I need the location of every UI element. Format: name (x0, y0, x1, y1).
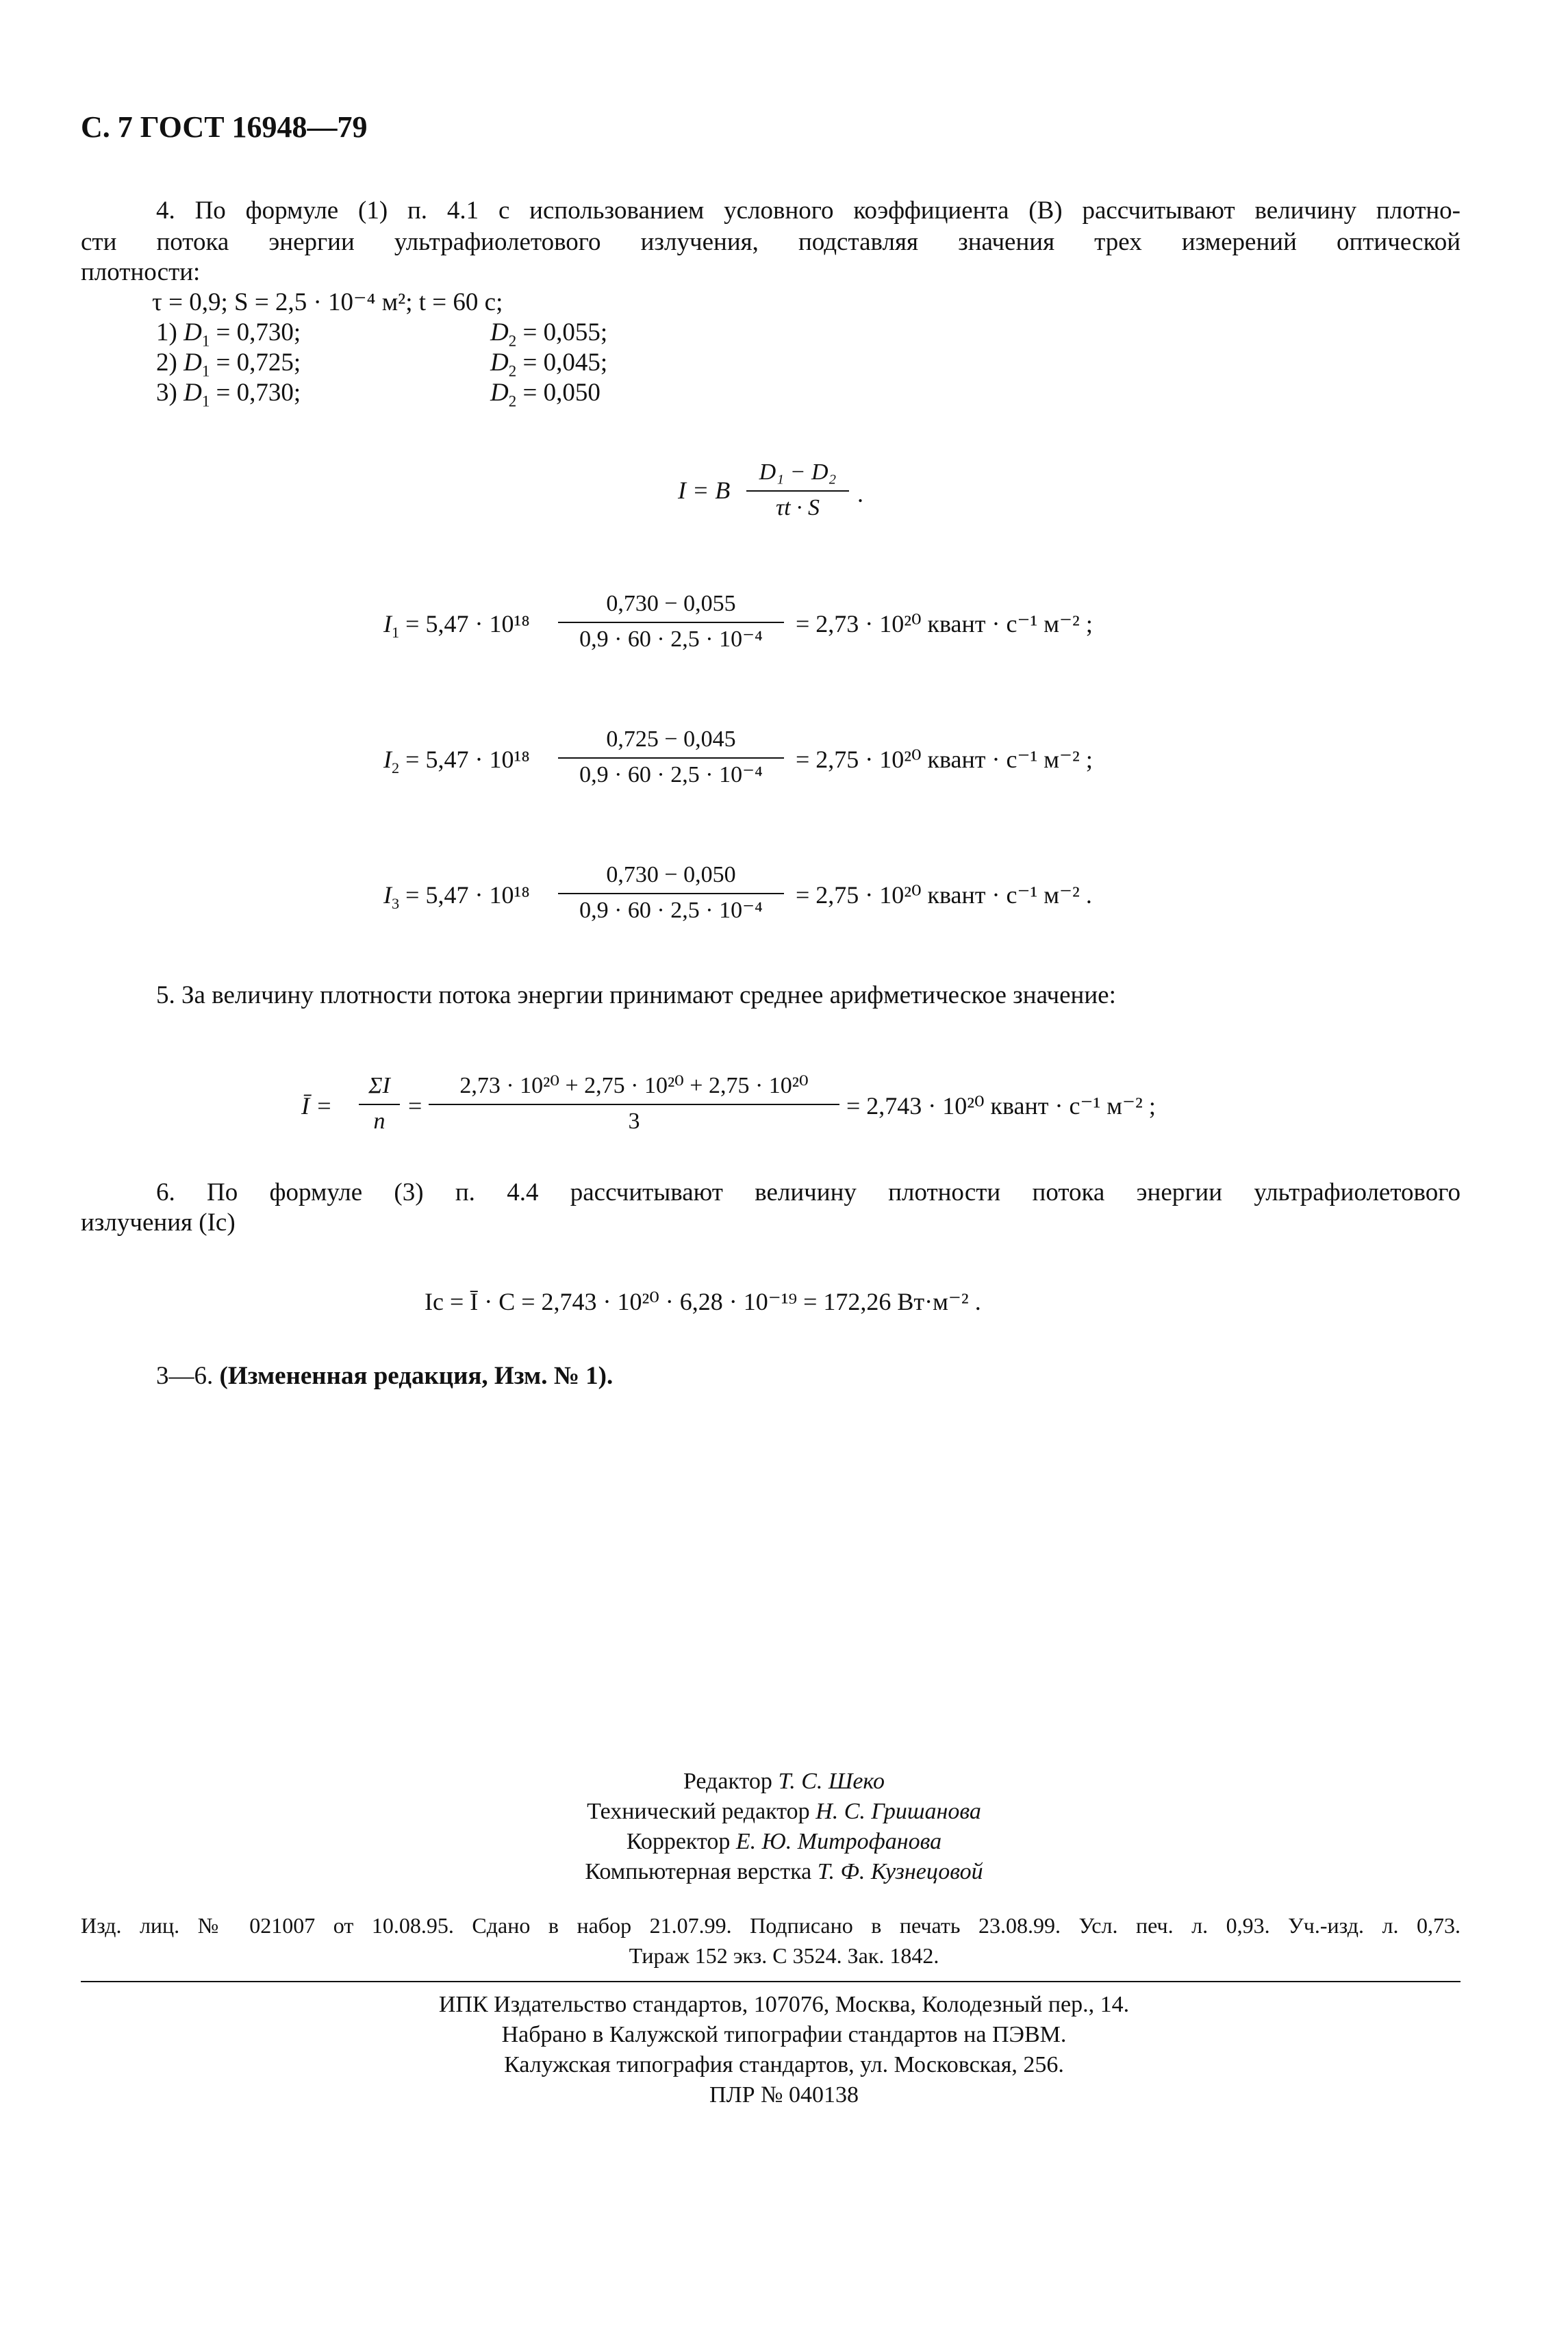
item4-line2: сти потока энергии ультрафиолетового излучения, подставляя значения трех измерений оптической (81, 228, 1460, 256)
imprint-line1: Изд. лиц. № 021007 от 10.08.95. Сдано в набор 21.07.99. Подписано в печать 23.08.99. Усл. печ. л. 0,93. Уч.-изд. л. 0,73. (81, 1913, 1460, 1938)
measurement-row: 3) $D_1 = 0,730$; (156, 379, 301, 410)
divider-rule (81, 1981, 1460, 1982)
mean-lhs: Ī = (301, 1092, 333, 1120)
page-header: С. 7 ГОСТ 16948—79 (81, 110, 368, 144)
formula-main-end: . (857, 480, 863, 507)
publisher-line: ПЛР № 040138 (709, 2082, 859, 2108)
mean-fraction-1: ΣI n (359, 1072, 400, 1135)
mean-fraction-2: 2,73 · 10²⁰ + 2,75 · 10²⁰ + 2,75 · 10²⁰ 3 (429, 1072, 839, 1135)
publisher-line: ИПК Издательство стандартов, 107076, Москва, Колодезный пер., 14. (438, 1992, 1130, 2017)
amendment-note: 3—6. (Измененная редакция, Изм. № 1). (156, 1362, 614, 1390)
calc-lhs: $I_1 = 5,47 \cdot 10^{18}$ (383, 610, 530, 642)
calc-rhs: = 2,73 · 10²⁰ квант · с⁻¹ м⁻² ; (796, 610, 1093, 637)
calc-lhs: $I_2 = 5,47 \cdot 10^{18}$ (383, 746, 530, 777)
item6-line2: излучения (Iс) (81, 1209, 236, 1237)
calc-fraction: 0,730 − 0,055 0,9 · 60 · 2,5 · 10⁻⁴ (558, 590, 784, 653)
credit-corrector: Корректор Е. Ю. Митрофанова (626, 1829, 942, 1854)
measurement-row: 2) $D_1 = 0,725$; (156, 349, 301, 380)
item4-line3: плотности: (81, 258, 201, 286)
publisher-line: Калужская типография стандартов, ул. Московская, 256. (504, 2052, 1064, 2077)
measurement-d2: $D_2 = 0,045$; (490, 349, 608, 380)
formula-main-fraction: D₁ − D₂ τt · S (746, 459, 849, 522)
calc-fraction: 0,725 − 0,045 0,9 · 60 · 2,5 · 10⁻⁴ (558, 726, 784, 789)
item6-line1: 6. По формуле (3) п. 4.4 рассчитывают величину плотности потока энергии ультрафиолетового (156, 1178, 1460, 1206)
measurement-row: 1) $D_1 = 0,730$; (156, 318, 301, 350)
item5-text: 5. За величину плотности потока энергии принимают среднее арифметическое значение: (156, 981, 1116, 1009)
credit-layout: Компьютерная верстка Т. Ф. Кузнецовой (585, 1859, 983, 1884)
publisher-line: Набрано в Калужской типографии стандартов на ПЭВМ. (501, 2022, 1067, 2047)
measurement-d2: $D_2 = 0,050$ (490, 379, 600, 410)
credit-tech-editor: Технический редактор Н. С. Гришанова (587, 1799, 981, 1824)
measurement-d2: $D_2 = 0,055$; (490, 318, 608, 350)
mean-eq: = (408, 1092, 422, 1120)
mean-rhs: = 2,743 · 10²⁰ квант · с⁻¹ м⁻² ; (846, 1092, 1156, 1120)
credit-editor: Редактор Т. С. Шеко (683, 1769, 885, 1794)
formula-main-lhs: I = B (678, 477, 731, 504)
item4-params: τ = 0,9; S = 2,5 · 10⁻⁴ м²; t = 60 с; (152, 288, 503, 316)
calc-fraction: 0,730 − 0,050 0,9 · 60 · 2,5 · 10⁻⁴ (558, 861, 784, 924)
calc-lhs: $I_3 = 5,47 \cdot 10^{18}$ (383, 881, 530, 913)
calc-rhs: = 2,75 · 10²⁰ квант · с⁻¹ м⁻² . (796, 881, 1092, 909)
calc-rhs: = 2,75 · 10²⁰ квант · с⁻¹ м⁻² ; (796, 746, 1093, 773)
item6-formula: Iс = Ī · C = 2,743 · 10²⁰ · 6,28 · 10⁻¹⁹ = 172,26 Вт·м⁻² . (425, 1288, 981, 1315)
imprint-line2: Тираж 152 экз. С 3524. Зак. 1842. (629, 1943, 939, 1968)
item4-line1: 4. По формуле (1) п. 4.1 с использованием условного коэффициента (B) рассчитывают величину плотно- (156, 197, 1460, 225)
